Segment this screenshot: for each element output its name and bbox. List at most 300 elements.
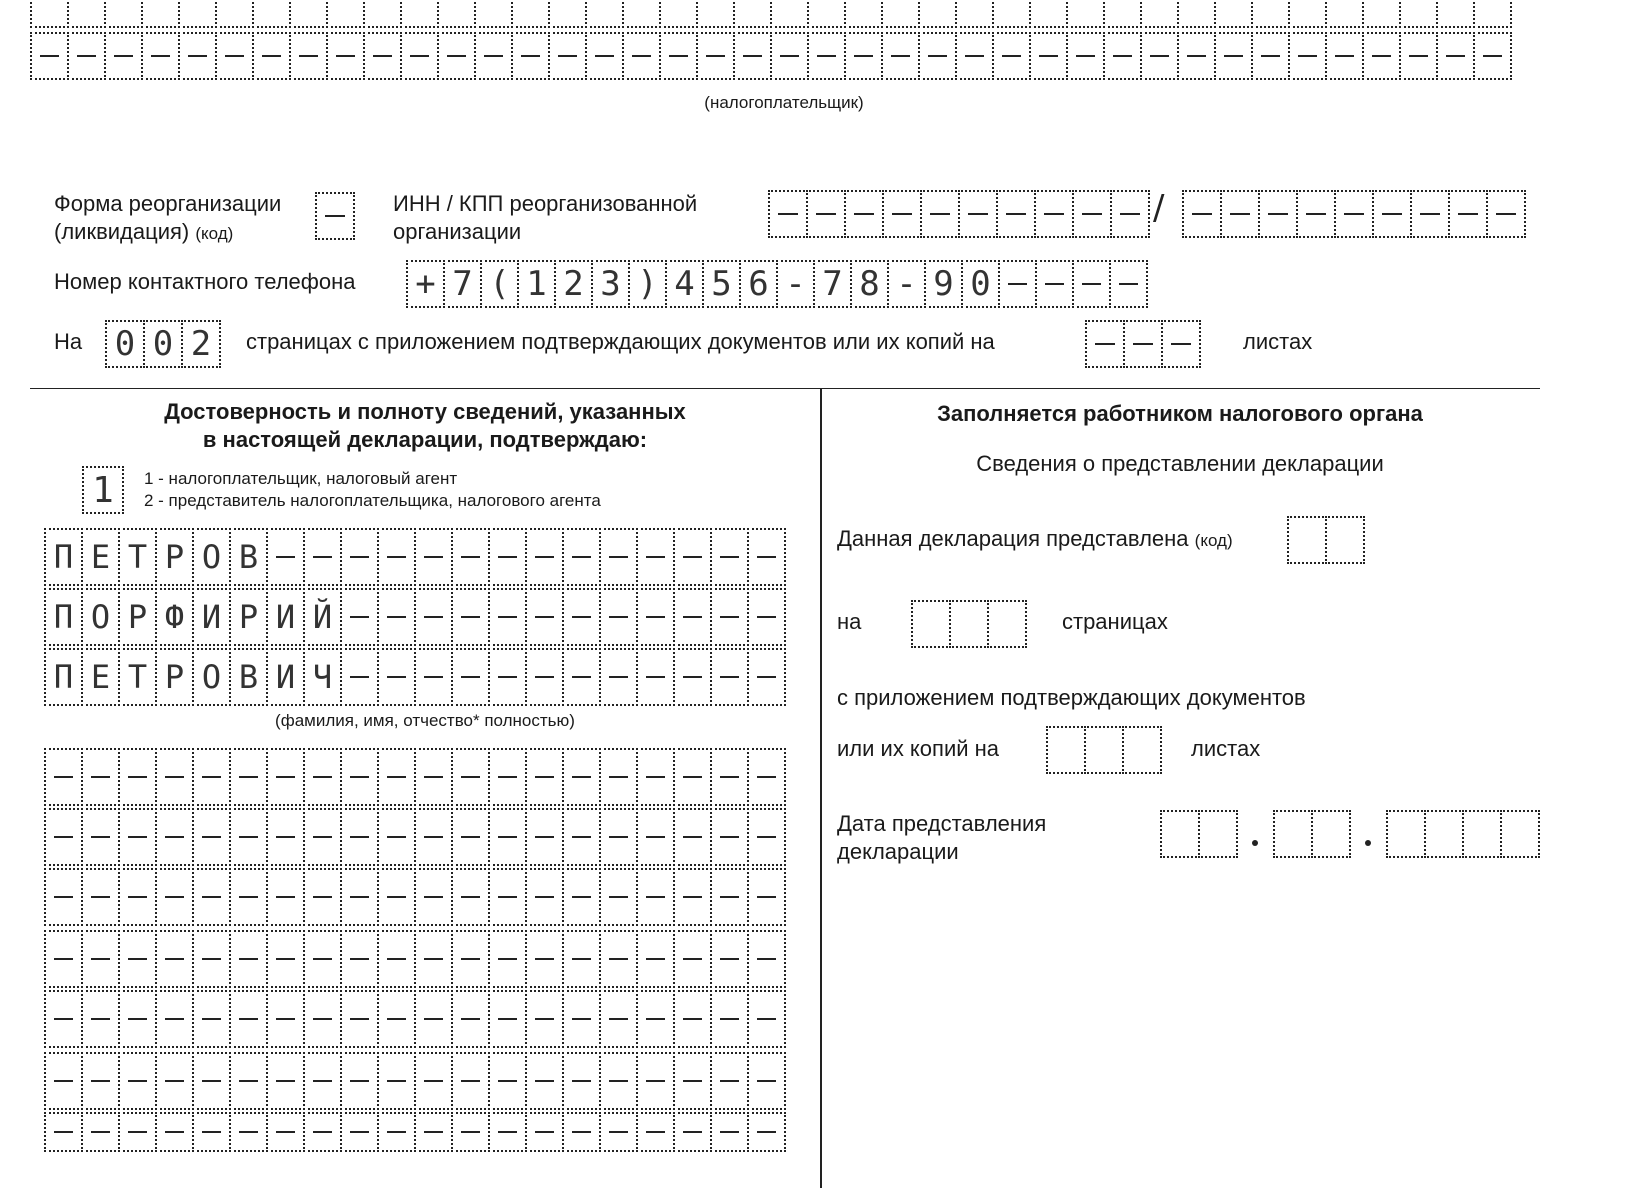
cell-char: 0 bbox=[143, 320, 183, 368]
cell-empty-dash bbox=[340, 990, 379, 1048]
cell-char: Е bbox=[81, 528, 120, 586]
cell-empty-dash bbox=[414, 990, 453, 1048]
cell-empty-dash bbox=[44, 748, 83, 806]
cell-char: 4 bbox=[665, 260, 704, 308]
cell-empty-dash bbox=[1251, 32, 1290, 80]
cell-empty-dash bbox=[488, 648, 527, 706]
cell-empty-dash bbox=[659, 0, 698, 28]
cell-empty-dash bbox=[673, 930, 712, 988]
cell-empty-dash bbox=[1296, 190, 1336, 238]
cell-empty-dash bbox=[882, 190, 922, 238]
cell-empty-dash bbox=[451, 648, 490, 706]
office-sheets-field[interactable] bbox=[1046, 726, 1162, 774]
cell-empty-dash bbox=[747, 748, 786, 806]
cell-empty-dash bbox=[747, 1052, 786, 1110]
cell-empty-dash bbox=[599, 588, 638, 646]
cell-empty-dash bbox=[562, 990, 601, 1048]
cell-empty-dash bbox=[67, 32, 106, 80]
cell-empty-dash bbox=[636, 648, 675, 706]
taxpayer-name-row-1[interactable] bbox=[30, 0, 1512, 28]
cell-empty-dash bbox=[1182, 190, 1222, 238]
representative-row[interactable] bbox=[44, 930, 786, 988]
cell-empty bbox=[1424, 810, 1464, 858]
cell-empty-dash bbox=[599, 990, 638, 1048]
cell-empty-dash bbox=[525, 990, 564, 1048]
cell-empty bbox=[1462, 810, 1502, 858]
date-year-field[interactable] bbox=[1386, 810, 1540, 858]
cell-char: Р bbox=[155, 648, 194, 706]
cell-empty-dash bbox=[1140, 32, 1179, 80]
cell-char: Т bbox=[118, 528, 157, 586]
cell-empty-dash bbox=[548, 0, 587, 28]
cell-empty-dash bbox=[1399, 32, 1438, 80]
cell-char: 9 bbox=[924, 260, 963, 308]
cell-empty-dash bbox=[118, 808, 157, 866]
cell-empty-dash bbox=[747, 990, 786, 1048]
cell-empty-dash bbox=[1436, 0, 1475, 28]
cell-char: Е bbox=[81, 648, 120, 706]
cell-empty-dash bbox=[1029, 0, 1068, 28]
cell-empty-dash bbox=[1325, 32, 1364, 80]
confirmation-heading: Достоверность и полноту сведений, указанных в настоящей декларации, подтверждаю: bbox=[164, 399, 686, 452]
cell-empty-dash bbox=[451, 748, 490, 806]
cell-empty-dash bbox=[599, 808, 638, 866]
cell-empty-dash bbox=[118, 930, 157, 988]
date-day-field[interactable] bbox=[1160, 810, 1238, 858]
cell-empty-dash bbox=[636, 1112, 675, 1152]
cell-empty-dash bbox=[710, 528, 749, 586]
cell-char: 7 bbox=[443, 260, 482, 308]
cell-char: 8 bbox=[850, 260, 889, 308]
cell-empty-dash bbox=[599, 1112, 638, 1152]
cell-empty-dash bbox=[81, 868, 120, 926]
cell-empty-dash bbox=[918, 32, 957, 80]
cell-empty-dash bbox=[1220, 190, 1260, 238]
cell-empty-dash bbox=[104, 0, 143, 28]
cell-char: 0 bbox=[105, 320, 145, 368]
cell-empty-dash bbox=[1066, 0, 1105, 28]
cell-empty-dash bbox=[525, 808, 564, 866]
cell-empty-dash bbox=[30, 0, 69, 28]
cell-empty-dash bbox=[955, 0, 994, 28]
cell-empty-dash bbox=[673, 528, 712, 586]
cell-empty-dash bbox=[315, 192, 355, 240]
cell-empty-dash bbox=[266, 808, 305, 866]
cell-empty-dash bbox=[673, 588, 712, 646]
cell-empty-dash bbox=[451, 808, 490, 866]
cell-empty-dash bbox=[30, 32, 69, 80]
tax-office-heading: Заполняется работником налогового органа bbox=[937, 401, 1423, 426]
submission-subheading: Сведения о представлении декларации bbox=[976, 451, 1384, 476]
cell-empty-dash bbox=[1177, 0, 1216, 28]
cell-char: И bbox=[266, 648, 305, 706]
cell-empty-dash bbox=[266, 1112, 305, 1152]
cell-empty-dash bbox=[1399, 0, 1438, 28]
cell-char: И bbox=[266, 588, 305, 646]
taxpayer-name-row-2[interactable] bbox=[30, 32, 1512, 80]
cell-empty-dash bbox=[548, 32, 587, 80]
cell-empty-dash bbox=[474, 32, 513, 80]
cell-empty-dash bbox=[400, 32, 439, 80]
cell-char: ) bbox=[628, 260, 667, 308]
cell-empty-dash bbox=[525, 1112, 564, 1152]
cell-empty bbox=[987, 600, 1027, 648]
cell-empty-dash bbox=[303, 1112, 342, 1152]
cell-empty-dash bbox=[1362, 0, 1401, 28]
cell-empty-dash bbox=[844, 0, 883, 28]
cell-empty-dash bbox=[229, 748, 268, 806]
cell-empty-dash bbox=[710, 990, 749, 1048]
phone-label: Номер контактного телефона bbox=[54, 269, 356, 294]
cell-empty-dash bbox=[585, 0, 624, 28]
cell-char: - bbox=[887, 260, 926, 308]
cell-empty-dash bbox=[1288, 0, 1327, 28]
name-field[interactable] bbox=[44, 588, 786, 646]
cell-empty bbox=[1386, 810, 1426, 858]
pages-na-label: На bbox=[54, 329, 83, 354]
sheets-label: листах bbox=[1243, 329, 1313, 354]
cell-empty-dash bbox=[1034, 190, 1074, 238]
cell-empty-dash bbox=[488, 588, 527, 646]
cell-char: И bbox=[192, 588, 231, 646]
cell-empty-dash bbox=[118, 1052, 157, 1110]
cell-char: 0 bbox=[961, 260, 1000, 308]
cell-char: 6 bbox=[739, 260, 778, 308]
cell-empty-dash bbox=[996, 190, 1036, 238]
cell-empty-dash bbox=[710, 868, 749, 926]
cell-empty-dash bbox=[636, 868, 675, 926]
cell-char: П bbox=[44, 588, 83, 646]
cell-empty-dash bbox=[229, 930, 268, 988]
cell-empty-dash bbox=[1072, 260, 1111, 308]
cell-char: - bbox=[776, 260, 815, 308]
cell-char: О bbox=[81, 588, 120, 646]
cell-empty-dash bbox=[118, 748, 157, 806]
cell-empty-dash bbox=[363, 0, 402, 28]
cell-empty-dash bbox=[673, 990, 712, 1048]
cell-empty-dash bbox=[636, 748, 675, 806]
cell-empty bbox=[1311, 810, 1351, 858]
cell-char: П bbox=[44, 648, 83, 706]
cell-empty-dash bbox=[437, 0, 476, 28]
reorg-form-code-field[interactable] bbox=[315, 192, 355, 240]
cell-empty-dash bbox=[696, 0, 735, 28]
right-sheets-label: листах bbox=[1191, 736, 1261, 761]
cell-empty-dash bbox=[340, 748, 379, 806]
cell-empty-dash bbox=[1334, 190, 1374, 238]
cell-empty-dash bbox=[733, 32, 772, 80]
cell-empty-dash bbox=[178, 0, 217, 28]
cell-empty-dash bbox=[44, 1052, 83, 1110]
cell-empty-dash bbox=[488, 990, 527, 1048]
cell-empty-dash bbox=[81, 1052, 120, 1110]
cell-empty-dash bbox=[414, 930, 453, 988]
cell-empty-dash bbox=[303, 930, 342, 988]
cell-empty-dash bbox=[340, 588, 379, 646]
cell-empty-dash bbox=[881, 32, 920, 80]
cell-empty-dash bbox=[192, 868, 231, 926]
cell-empty-dash bbox=[118, 990, 157, 1048]
cell-empty-dash bbox=[562, 588, 601, 646]
office-pages-field[interactable] bbox=[911, 600, 1027, 648]
cell-empty-dash bbox=[340, 1112, 379, 1152]
cell-empty-dash bbox=[562, 1112, 601, 1152]
cell-empty-dash bbox=[340, 930, 379, 988]
cell-empty bbox=[1122, 726, 1162, 774]
cell-empty-dash bbox=[155, 1052, 194, 1110]
cell-empty-dash bbox=[770, 0, 809, 28]
cell-empty-dash bbox=[266, 930, 305, 988]
cell-empty-dash bbox=[1448, 190, 1488, 238]
cell-empty-dash bbox=[340, 1052, 379, 1110]
cell-empty-dash bbox=[451, 1112, 490, 1152]
cell-empty-dash bbox=[770, 32, 809, 80]
cell-empty-dash bbox=[599, 748, 638, 806]
cell-empty-dash bbox=[1436, 32, 1475, 80]
cell-empty-dash bbox=[266, 868, 305, 926]
cell-empty-dash bbox=[1161, 320, 1201, 368]
cell-empty-dash bbox=[414, 588, 453, 646]
cell-empty-dash bbox=[1072, 190, 1112, 238]
cell-empty-dash bbox=[44, 930, 83, 988]
cell-empty-dash bbox=[747, 930, 786, 988]
cell-empty-dash bbox=[1103, 32, 1142, 80]
representative-row[interactable] bbox=[44, 1112, 786, 1152]
representative-row[interactable] bbox=[44, 868, 786, 926]
cell-empty-dash bbox=[289, 32, 328, 80]
cell-empty-dash bbox=[377, 990, 416, 1048]
cell-empty-dash bbox=[340, 648, 379, 706]
cell-empty-dash bbox=[215, 32, 254, 80]
cell-char: Р bbox=[229, 588, 268, 646]
cell-empty bbox=[1198, 810, 1238, 858]
cell-empty-dash bbox=[525, 930, 564, 988]
cell-empty-dash bbox=[414, 1112, 453, 1152]
cell-empty-dash bbox=[1066, 32, 1105, 80]
cell-empty-dash bbox=[1214, 0, 1253, 28]
cell-empty-dash bbox=[673, 648, 712, 706]
attach-label-1: с приложением подтверждающих документов bbox=[837, 685, 1306, 710]
cell-empty-dash bbox=[488, 808, 527, 866]
attach-label-2: или их копий на bbox=[837, 736, 1000, 761]
cell-empty-dash bbox=[710, 748, 749, 806]
cell-empty-dash bbox=[414, 648, 453, 706]
cell-empty-dash bbox=[44, 1112, 83, 1152]
cell-empty-dash bbox=[192, 1052, 231, 1110]
cell-char: 2 bbox=[554, 260, 593, 308]
cell-empty-dash bbox=[1410, 190, 1450, 238]
cell-empty-dash bbox=[747, 588, 786, 646]
cell-empty-dash bbox=[1140, 0, 1179, 28]
cell-empty bbox=[949, 600, 989, 648]
presented-code-field[interactable] bbox=[1287, 516, 1365, 564]
cell-empty bbox=[1160, 810, 1200, 858]
cell-empty-dash bbox=[844, 32, 883, 80]
signer-code-field[interactable] bbox=[82, 466, 124, 514]
cell-empty-dash bbox=[118, 868, 157, 926]
cell-empty-dash bbox=[44, 990, 83, 1048]
cell-empty-dash bbox=[807, 32, 846, 80]
cell-empty-dash bbox=[585, 32, 624, 80]
cell-char: О bbox=[192, 648, 231, 706]
cell-char: 1 bbox=[82, 466, 124, 514]
cell-char: 7 bbox=[813, 260, 852, 308]
cell-empty-dash bbox=[155, 1112, 194, 1152]
cell-empty-dash bbox=[710, 648, 749, 706]
cell-empty-dash bbox=[414, 528, 453, 586]
cell-empty-dash bbox=[414, 748, 453, 806]
sheets-count-field[interactable] bbox=[1085, 320, 1201, 368]
cell-empty-dash bbox=[451, 1052, 490, 1110]
cell-empty-dash bbox=[178, 32, 217, 80]
cell-empty-dash bbox=[451, 868, 490, 926]
cell-empty-dash bbox=[673, 1052, 712, 1110]
cell-empty-dash bbox=[562, 748, 601, 806]
cell-empty-dash bbox=[488, 930, 527, 988]
cell-char: П bbox=[44, 528, 83, 586]
date-label: Дата представления декларации bbox=[837, 811, 1047, 864]
cell-empty bbox=[911, 600, 951, 648]
cell-empty-dash bbox=[1486, 190, 1526, 238]
cell-char: Р bbox=[118, 588, 157, 646]
cell-empty-dash bbox=[599, 648, 638, 706]
cell-empty-dash bbox=[673, 748, 712, 806]
cell-char: + bbox=[406, 260, 445, 308]
cell-empty-dash bbox=[155, 808, 194, 866]
cell-empty-dash bbox=[1288, 32, 1327, 80]
cell-empty-dash bbox=[710, 808, 749, 866]
cell-empty-dash bbox=[155, 748, 194, 806]
cell-empty-dash bbox=[636, 588, 675, 646]
pages-count-field[interactable] bbox=[105, 320, 221, 368]
cell-empty-dash bbox=[1325, 0, 1364, 28]
cell-empty-dash bbox=[636, 528, 675, 586]
cell-empty-dash bbox=[511, 32, 550, 80]
cell-empty-dash bbox=[636, 990, 675, 1048]
signer-options: 1 - налогоплательщик, налоговый агент 2 - представитель налогоплательщика, налогового агента bbox=[144, 469, 601, 510]
cell-empty-dash bbox=[437, 32, 476, 80]
cell-empty-dash bbox=[67, 0, 106, 28]
cell-empty-dash bbox=[377, 648, 416, 706]
fio-caption: (фамилия, имя, отчество* полностью) bbox=[275, 711, 575, 730]
section-divider bbox=[30, 388, 1540, 389]
cell-char: Й bbox=[303, 588, 342, 646]
cell-char: В bbox=[229, 528, 268, 586]
cell-empty-dash bbox=[340, 528, 379, 586]
cell-empty-dash bbox=[636, 1052, 675, 1110]
representative-row[interactable] bbox=[44, 808, 786, 866]
reorg-inn-field[interactable] bbox=[768, 190, 1150, 238]
cell-empty-dash bbox=[673, 1112, 712, 1152]
patronymic-field[interactable] bbox=[44, 648, 786, 706]
cell-empty-dash bbox=[599, 868, 638, 926]
column-divider bbox=[820, 388, 822, 1188]
date-dot-2 bbox=[1365, 840, 1371, 846]
inn-kpp-slash: / bbox=[1153, 188, 1165, 228]
cell-empty-dash bbox=[303, 990, 342, 1048]
representative-row[interactable] bbox=[44, 748, 786, 806]
cell-empty-dash bbox=[377, 930, 416, 988]
cell-empty-dash bbox=[451, 528, 490, 586]
cell-empty-dash bbox=[303, 528, 342, 586]
cell-empty-dash bbox=[1123, 320, 1163, 368]
cell-empty-dash bbox=[363, 32, 402, 80]
cell-empty-dash bbox=[562, 808, 601, 866]
cell-empty-dash bbox=[340, 868, 379, 926]
cell-empty-dash bbox=[659, 32, 698, 80]
cell-empty-dash bbox=[511, 0, 550, 28]
cell-empty-dash bbox=[562, 528, 601, 586]
cell-empty-dash bbox=[525, 1052, 564, 1110]
cell-empty-dash bbox=[918, 0, 957, 28]
representative-row[interactable] bbox=[44, 1052, 786, 1110]
cell-empty-dash bbox=[622, 0, 661, 28]
cell-empty-dash bbox=[192, 930, 231, 988]
cell-char: Р bbox=[155, 528, 194, 586]
cell-empty-dash bbox=[192, 808, 231, 866]
cell-empty-dash bbox=[958, 190, 998, 238]
date-month-field[interactable] bbox=[1273, 810, 1351, 858]
cell-empty-dash bbox=[806, 190, 846, 238]
cell-char: Ф bbox=[155, 588, 194, 646]
cell-empty-dash bbox=[747, 528, 786, 586]
cell-empty-dash bbox=[451, 990, 490, 1048]
cell-empty-dash bbox=[562, 868, 601, 926]
cell-empty-dash bbox=[710, 930, 749, 988]
phone-field[interactable] bbox=[406, 260, 1148, 308]
cell-empty-dash bbox=[229, 1112, 268, 1152]
cell-empty-dash bbox=[562, 1052, 601, 1110]
cell-empty-dash bbox=[252, 0, 291, 28]
taxpayer-caption: (налогоплательщик) bbox=[704, 93, 864, 112]
cell-char: 2 bbox=[181, 320, 221, 368]
cell-empty-dash bbox=[488, 748, 527, 806]
representative-row[interactable] bbox=[44, 990, 786, 1048]
cell-empty-dash bbox=[81, 808, 120, 866]
cell-empty-dash bbox=[562, 648, 601, 706]
reorg-kpp-field[interactable] bbox=[1182, 190, 1526, 238]
cell-empty-dash bbox=[488, 1112, 527, 1152]
cell-char: Ч bbox=[303, 648, 342, 706]
cell-empty-dash bbox=[229, 868, 268, 926]
cell-empty-dash bbox=[1372, 190, 1412, 238]
cell-char: В bbox=[229, 648, 268, 706]
cell-empty bbox=[1500, 810, 1540, 858]
cell-empty-dash bbox=[1035, 260, 1074, 308]
surname-field[interactable] bbox=[44, 528, 786, 586]
cell-empty-dash bbox=[488, 528, 527, 586]
cell-empty-dash bbox=[377, 808, 416, 866]
reorg-form-label: Форма реорганизации (ликвидация) (код) bbox=[54, 191, 282, 244]
cell-empty-dash bbox=[1362, 32, 1401, 80]
cell-empty bbox=[1287, 516, 1327, 564]
cell-char: О bbox=[192, 528, 231, 586]
cell-empty-dash bbox=[118, 1112, 157, 1152]
cell-empty-dash bbox=[747, 808, 786, 866]
cell-empty-dash bbox=[192, 1112, 231, 1152]
cell-empty-dash bbox=[104, 32, 143, 80]
cell-empty-dash bbox=[636, 808, 675, 866]
cell-empty-dash bbox=[229, 1052, 268, 1110]
cell-empty-dash bbox=[155, 868, 194, 926]
cell-empty-dash bbox=[1109, 260, 1148, 308]
cell-empty-dash bbox=[326, 32, 365, 80]
cell-empty-dash bbox=[1029, 32, 1068, 80]
cell-empty-dash bbox=[881, 0, 920, 28]
cell-empty-dash bbox=[1251, 0, 1290, 28]
cell-empty-dash bbox=[414, 808, 453, 866]
cell-empty-dash bbox=[920, 190, 960, 238]
